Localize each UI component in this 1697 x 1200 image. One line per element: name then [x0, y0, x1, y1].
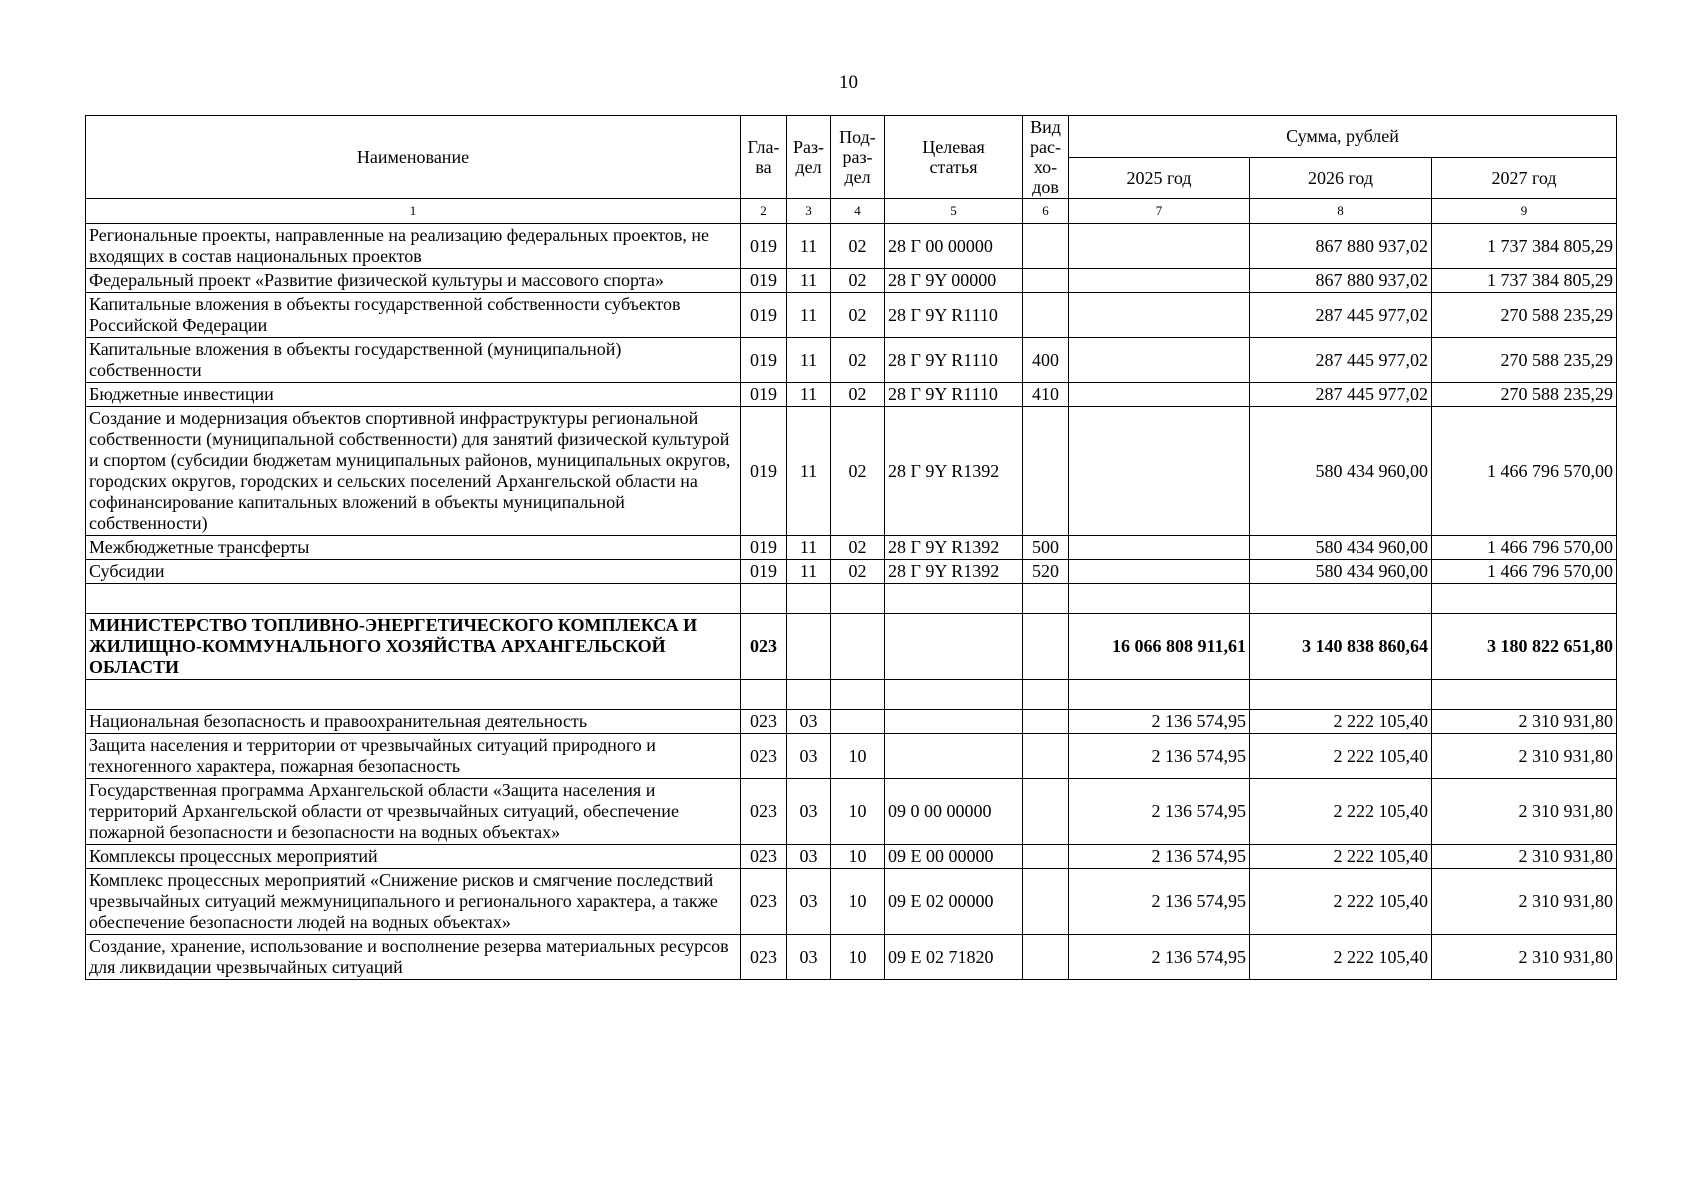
- target-article-cell: 28 Г 00 00000: [885, 224, 1023, 269]
- column-number: 2: [741, 199, 787, 224]
- amount-2025-cell: 2 136 574,95: [1069, 845, 1250, 869]
- page-number: 10: [839, 72, 858, 93]
- chapter-cell: 023: [741, 779, 787, 845]
- amount-2027-cell: 1 466 796 570,00: [1432, 536, 1617, 560]
- subsection-cell: [831, 614, 885, 680]
- amount-2026-cell: 2 222 105,40: [1250, 869, 1432, 935]
- section-cell: 11: [787, 293, 831, 338]
- target-article-cell: [885, 710, 1023, 734]
- header-year-2025: 2025 год: [1069, 157, 1250, 199]
- name-cell: Субсидии: [86, 560, 741, 584]
- subsection-cell: 02: [831, 269, 885, 293]
- amount-2027-cell: 2 310 931,80: [1432, 845, 1617, 869]
- column-numbers-row: [86, 199, 1617, 224]
- expense-type-cell: 520: [1023, 560, 1069, 584]
- table-row: [86, 224, 1617, 269]
- expense-type-cell: [1023, 614, 1069, 680]
- amount-2026-cell: 580 434 960,00: [1250, 560, 1432, 584]
- amount-2027-cell: 2 310 931,80: [1432, 935, 1617, 980]
- subsection-cell: [831, 680, 885, 710]
- amount-2027-cell: 2 310 931,80: [1432, 869, 1617, 935]
- subsection-cell: 02: [831, 560, 885, 584]
- target-article-cell: 28 Г 9Y R1110: [885, 338, 1023, 383]
- amount-2026-cell: 2 222 105,40: [1250, 710, 1432, 734]
- subsection-cell: 10: [831, 845, 885, 869]
- name-cell: Капитальные вложения в объекты государственной собственности субъектов Российской Федерации: [86, 293, 741, 338]
- table-row: [86, 269, 1617, 293]
- amount-2025-cell: [1069, 269, 1250, 293]
- amount-2026-cell: 287 445 977,02: [1250, 338, 1432, 383]
- header-section: Раз- дел: [787, 116, 831, 199]
- expense-type-cell: [1023, 935, 1069, 980]
- subsection-cell: [831, 584, 885, 614]
- amount-2025-cell: [1069, 338, 1250, 383]
- header-name: Наименование: [86, 116, 741, 199]
- section-cell: [787, 584, 831, 614]
- column-number: 4: [831, 199, 885, 224]
- amount-2025-cell: 2 136 574,95: [1069, 710, 1250, 734]
- expense-type-cell: [1023, 710, 1069, 734]
- amount-2026-cell: 287 445 977,02: [1250, 293, 1432, 338]
- blank-row: [86, 584, 1617, 614]
- section-cell: 11: [787, 338, 831, 383]
- column-number: 8: [1250, 199, 1432, 224]
- amount-2025-cell: 2 136 574,95: [1069, 734, 1250, 779]
- amount-2025-cell: 2 136 574,95: [1069, 779, 1250, 845]
- section-cell: 03: [787, 869, 831, 935]
- name-cell: Государственная программа Архангельской области «Защита населения и территорий Архангельской области от чрезвычайных ситуаций, обеспечение пожарной безопасности и безопасности на водных объектах»: [86, 779, 741, 845]
- amount-2027-cell: 2 310 931,80: [1432, 710, 1617, 734]
- chapter-cell: 019: [741, 383, 787, 407]
- amount-2025-cell: [1069, 407, 1250, 536]
- section-cell: 03: [787, 935, 831, 980]
- section-cell: 03: [787, 734, 831, 779]
- name-cell: Капитальные вложения в объекты государственной (муниципальной) собственности: [86, 338, 741, 383]
- expense-type-cell: [1023, 293, 1069, 338]
- amount-2026-cell: [1250, 680, 1432, 710]
- name-cell: Создание и модернизация объектов спортивной инфраструктуры региональной собственности (муниципальной собственности) для занятий физической культурой и спортом (субсидии бюджетам муниципальных районов, муниципальных округов, городских округов, городских и сельских поселений Архангельской области на софинансирование капитальных вложений в объекты муниципальной собственности): [86, 407, 741, 536]
- amount-2025-cell: [1069, 680, 1250, 710]
- chapter-cell: 023: [741, 845, 787, 869]
- subsection-cell: 10: [831, 935, 885, 980]
- name-cell: Федеральный проект «Развитие физической культуры и массового спорта»: [86, 269, 741, 293]
- target-article-cell: [885, 614, 1023, 680]
- chapter-cell: 019: [741, 224, 787, 269]
- amount-2026-cell: 2 222 105,40: [1250, 779, 1432, 845]
- table-body: [86, 224, 1617, 980]
- header-subsection: Под- раз- дел: [831, 116, 885, 199]
- expense-type-cell: [1023, 734, 1069, 779]
- name-cell: Комплексы процессных мероприятий: [86, 845, 741, 869]
- section-cell: [787, 614, 831, 680]
- header-sum: Сумма, рублей: [1069, 116, 1617, 158]
- column-number: 1: [86, 199, 741, 224]
- amount-2027-cell: [1432, 680, 1617, 710]
- target-article-cell: 09 Е 02 71820: [885, 935, 1023, 980]
- amount-2026-cell: 580 434 960,00: [1250, 536, 1432, 560]
- expense-type-cell: 400: [1023, 338, 1069, 383]
- amount-2025-cell: [1069, 224, 1250, 269]
- name-cell: Региональные проекты, направленные на реализацию федеральных проектов, не входящих в состав национальных проектов: [86, 224, 741, 269]
- amount-2026-cell: 287 445 977,02: [1250, 383, 1432, 407]
- amount-2026-cell: [1250, 584, 1432, 614]
- amount-2025-cell: [1069, 584, 1250, 614]
- chapter-cell: [741, 584, 787, 614]
- chapter-cell: 023: [741, 710, 787, 734]
- chapter-cell: 019: [741, 536, 787, 560]
- table-row: [86, 407, 1617, 536]
- target-article-cell: [885, 734, 1023, 779]
- chapter-cell: 019: [741, 560, 787, 584]
- column-number: 7: [1069, 199, 1250, 224]
- amount-2025-cell: [1069, 293, 1250, 338]
- amount-2027-cell: 1 737 384 805,29: [1432, 224, 1617, 269]
- target-article-cell: [885, 680, 1023, 710]
- chapter-cell: 023: [741, 734, 787, 779]
- amount-2026-cell: 867 880 937,02: [1250, 224, 1432, 269]
- amount-2027-cell: 1 466 796 570,00: [1432, 560, 1617, 584]
- name-cell: Национальная безопасность и правоохранительная деятельность: [86, 710, 741, 734]
- name-cell: МИНИСТЕРСТВО ТОПЛИВНО-ЭНЕРГЕТИЧЕСКОГО КОМПЛЕКСА И ЖИЛИЩНО-КОММУНАЛЬНОГО ХОЗЯЙСТВА АРХАНГЕЛЬСКОЙ ОБЛАСТИ: [86, 614, 741, 680]
- name-cell: Защита населения и территории от чрезвычайных ситуаций природного и техногенного характера, пожарная безопасность: [86, 734, 741, 779]
- section-cell: 03: [787, 779, 831, 845]
- amount-2027-cell: 2 310 931,80: [1432, 734, 1617, 779]
- amount-2027-cell: 2 310 931,80: [1432, 779, 1617, 845]
- amount-2025-cell: [1069, 536, 1250, 560]
- amount-2025-cell: [1069, 560, 1250, 584]
- section-cell: 11: [787, 536, 831, 560]
- expense-type-cell: [1023, 869, 1069, 935]
- subsection-cell: [831, 710, 885, 734]
- amount-2026-cell: 2 222 105,40: [1250, 734, 1432, 779]
- header-target: Целевая статья: [885, 116, 1023, 199]
- expense-type-cell: [1023, 584, 1069, 614]
- column-number: 9: [1432, 199, 1617, 224]
- chapter-cell: 023: [741, 614, 787, 680]
- amount-2027-cell: 270 588 235,29: [1432, 383, 1617, 407]
- target-article-cell: 09 Е 02 00000: [885, 869, 1023, 935]
- subsection-cell: 02: [831, 224, 885, 269]
- table-row: [86, 383, 1617, 407]
- amount-2025-cell: [1069, 383, 1250, 407]
- expense-type-cell: [1023, 407, 1069, 536]
- target-article-cell: 09 0 00 00000: [885, 779, 1023, 845]
- subsection-cell: 02: [831, 407, 885, 536]
- subsection-cell: 10: [831, 869, 885, 935]
- table-row: [86, 536, 1617, 560]
- amount-2026-cell: 2 222 105,40: [1250, 845, 1432, 869]
- amount-2027-cell: 3 180 822 651,80: [1432, 614, 1617, 680]
- header-chapter: Гла- ва: [741, 116, 787, 199]
- chapter-cell: 019: [741, 293, 787, 338]
- subsection-cell: 02: [831, 293, 885, 338]
- name-cell: Межбюджетные трансферты: [86, 536, 741, 560]
- amount-2025-cell: 16 066 808 911,61: [1069, 614, 1250, 680]
- target-article-cell: 28 Г 9Y R1110: [885, 383, 1023, 407]
- name-cell: [86, 584, 741, 614]
- table-row: [86, 560, 1617, 584]
- target-article-cell: 28 Г 9Y R1110: [885, 293, 1023, 338]
- amount-2027-cell: 1 466 796 570,00: [1432, 407, 1617, 536]
- table-row: [86, 734, 1617, 779]
- subsection-cell: 10: [831, 734, 885, 779]
- budget-table: [85, 115, 1617, 980]
- column-number: 5: [885, 199, 1023, 224]
- section-cell: 11: [787, 383, 831, 407]
- chapter-cell: 023: [741, 869, 787, 935]
- section-cell: 03: [787, 710, 831, 734]
- amount-2027-cell: 270 588 235,29: [1432, 293, 1617, 338]
- amount-2025-cell: 2 136 574,95: [1069, 869, 1250, 935]
- expense-type-cell: 500: [1023, 536, 1069, 560]
- table-row: [86, 338, 1617, 383]
- chapter-cell: 019: [741, 338, 787, 383]
- table-row: [86, 710, 1617, 734]
- amount-2027-cell: 270 588 235,29: [1432, 338, 1617, 383]
- name-cell: Создание, хранение, использование и восполнение резерва материальных ресурсов для ликвидации чрезвычайных ситуаций: [86, 935, 741, 980]
- header-expense-type: Вид рас- хо- дов: [1023, 116, 1069, 199]
- chapter-cell: 019: [741, 269, 787, 293]
- section-cell: 11: [787, 269, 831, 293]
- header-year-2027: 2027 год: [1432, 157, 1617, 199]
- target-article-cell: 28 Г 9Y 00000: [885, 269, 1023, 293]
- section-cell: 03: [787, 845, 831, 869]
- column-number: 3: [787, 199, 831, 224]
- name-cell: Бюджетные инвестиции: [86, 383, 741, 407]
- subsection-cell: 02: [831, 536, 885, 560]
- target-article-cell: 09 Е 00 00000: [885, 845, 1023, 869]
- amount-2027-cell: 1 737 384 805,29: [1432, 269, 1617, 293]
- expense-type-cell: [1023, 269, 1069, 293]
- name-cell: [86, 680, 741, 710]
- section-cell: [787, 680, 831, 710]
- amount-2026-cell: 3 140 838 860,64: [1250, 614, 1432, 680]
- table-row: [86, 845, 1617, 869]
- chapter-cell: 023: [741, 935, 787, 980]
- subsection-cell: 02: [831, 338, 885, 383]
- table-row: [86, 935, 1617, 980]
- subsection-cell: 10: [831, 779, 885, 845]
- target-article-cell: 28 Г 9Y R1392: [885, 407, 1023, 536]
- expense-type-cell: [1023, 680, 1069, 710]
- column-number: 6: [1023, 199, 1069, 224]
- expense-type-cell: [1023, 779, 1069, 845]
- blank-row: [86, 680, 1617, 710]
- target-article-cell: 28 Г 9Y R1392: [885, 536, 1023, 560]
- expense-type-cell: 410: [1023, 383, 1069, 407]
- expense-type-cell: [1023, 845, 1069, 869]
- header-year-2026: 2026 год: [1250, 157, 1432, 199]
- target-article-cell: [885, 584, 1023, 614]
- amount-2026-cell: 2 222 105,40: [1250, 935, 1432, 980]
- amount-2026-cell: 867 880 937,02: [1250, 269, 1432, 293]
- amount-2027-cell: [1432, 584, 1617, 614]
- target-article-cell: 28 Г 9Y R1392: [885, 560, 1023, 584]
- table-row: [86, 869, 1617, 935]
- table-row: [86, 614, 1617, 680]
- table-row: [86, 293, 1617, 338]
- section-cell: 11: [787, 560, 831, 584]
- table-row: [86, 779, 1617, 845]
- amount-2025-cell: 2 136 574,95: [1069, 935, 1250, 980]
- subsection-cell: 02: [831, 383, 885, 407]
- section-cell: 11: [787, 407, 831, 536]
- chapter-cell: 019: [741, 407, 787, 536]
- name-cell: Комплекс процессных мероприятий «Снижение рисков и смягчение последствий чрезвычайных ситуаций межмуниципального и регионального характера, а также обеспечение безопасности людей на водных объектах»: [86, 869, 741, 935]
- expense-type-cell: [1023, 224, 1069, 269]
- amount-2026-cell: 580 434 960,00: [1250, 407, 1432, 536]
- section-cell: 11: [787, 224, 831, 269]
- chapter-cell: [741, 680, 787, 710]
